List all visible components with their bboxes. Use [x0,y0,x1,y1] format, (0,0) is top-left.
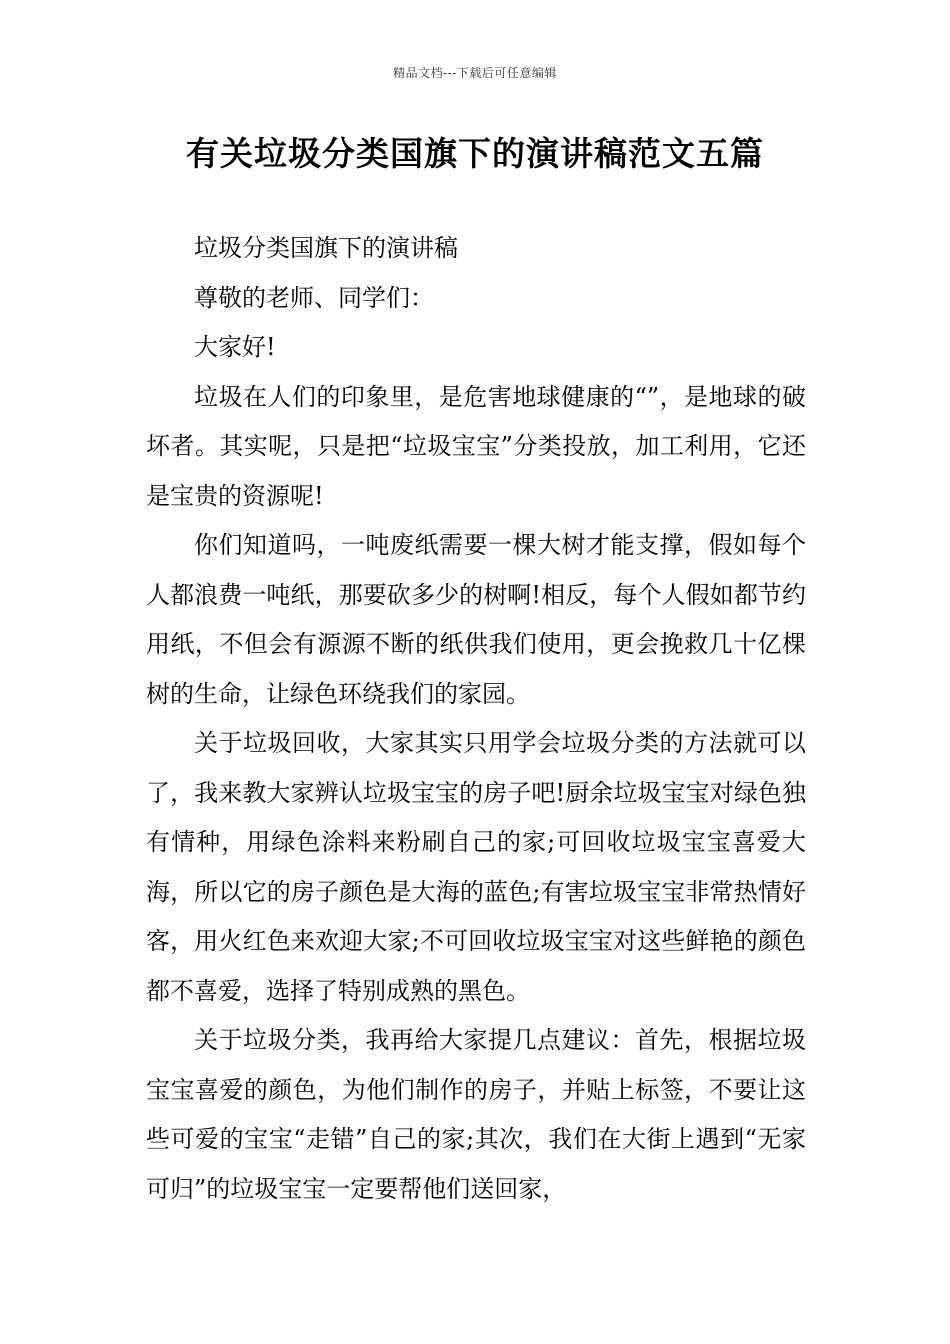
page-header-note: 精品文档---下载后可任意编辑 [393,66,557,80]
paragraph-body: 关于垃圾回收，大家其实只用学会垃圾分类的方法就可以了，我来教大家辨认垃圾宝宝的房子吧!厨余垃圾宝宝对绿色独有情种，用绿色涂料来粉刷自己的家;可回收垃圾宝宝喜爱大海，所以它的房子颜色是大海的蓝色;有害垃圾宝宝非常热情好客，用火红色来欢迎大家;不可回收垃圾宝宝对这些鲜艳的颜色都不喜爱，选择了特别成熟的黑色。 [146,729,806,1005]
paragraph-salutation: 尊敬的老师、同学们： [194,283,434,312]
paragraph-speech-heading: 垃圾分类国旗下的演讲稿 [194,234,458,262]
paragraph-greeting: 大家好! [194,333,276,361]
document-title: 有关垃圾分类国旗下的演讲稿范文五篇 [186,134,764,173]
paragraph-body: 你们知道吗，一吨废纸需要一棵大树才能支撑，假如每个人都浪费一吨纸，那要砍多少的树啊!相反，每个人假如都节约用纸，不但会有源源不断的纸供我们使用，更会挽救几十亿棵树的生命，让绿色环绕我们的家园。 [146,531,806,708]
document-body [146,224,806,1214]
paragraph-body: 垃圾在人们的印象里，是危害地球健康的“”，是地球的破坏者。其实呢，只是把“垃圾宝宝”分类投放，加工利用，它还是宝贵的资源呢! [146,382,806,510]
paragraph-body: 关于垃圾分类，我再给大家提几点建议：首先，根据垃圾宝宝喜爱的颜色，为他们制作的房子，并贴上标签，不要让这些可爱的宝宝“走错”自己的家;其次，我们在大街上遇到“无家可归”的垃圾宝宝一定要帮他们送回家， [146,1026,806,1203]
